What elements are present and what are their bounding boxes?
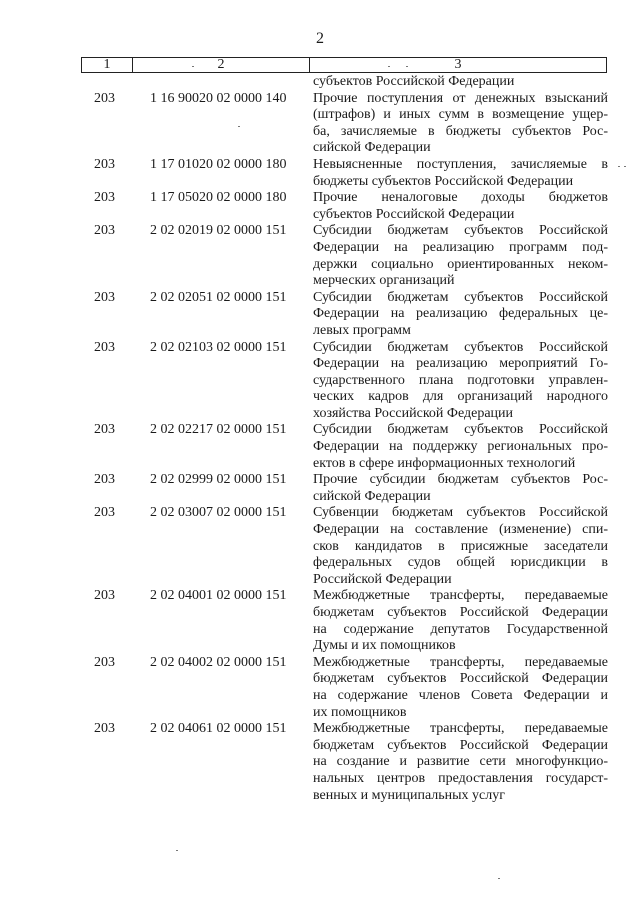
scan-speck bbox=[192, 66, 194, 67]
description-line: Межбюджетные трансферты, передаваемые bbox=[313, 654, 608, 670]
description-line: Федерации на реализацию программ под- bbox=[313, 239, 608, 255]
revenue-code: 2 02 02999 02 0000 151 bbox=[150, 472, 287, 488]
revenue-code: 1 16 90020 02 0000 140 bbox=[150, 90, 287, 106]
table-row bbox=[0, 190, 640, 223]
description-line: на создание и развитие сети многофункцио- bbox=[313, 754, 608, 770]
owner-code: 203 bbox=[94, 156, 115, 172]
revenue-description bbox=[313, 655, 608, 721]
description-line: венных и муниципальных услуг bbox=[313, 787, 505, 803]
page-number: 2 bbox=[316, 30, 324, 47]
revenue-description bbox=[313, 157, 608, 190]
description-line: на содержание членов Совета Федерации и bbox=[313, 687, 608, 703]
owner-code: 203 bbox=[94, 422, 115, 438]
scan-speck bbox=[388, 66, 390, 67]
revenue-code: 2 02 03007 02 0000 151 bbox=[150, 505, 287, 521]
description-line: бюджетам субъектов Российской Федерации bbox=[313, 671, 608, 687]
revenue-code: 2 02 02019 02 0000 151 bbox=[150, 223, 287, 239]
description-line: Прочие неналоговые доходы бюджетов bbox=[313, 190, 608, 206]
revenue-code: 2 02 02051 02 0000 151 bbox=[150, 289, 287, 305]
revenue-description bbox=[313, 91, 608, 157]
owner-code: 203 bbox=[94, 721, 115, 737]
description-line: Прочие поступления от денежных взысканий bbox=[313, 90, 608, 106]
description-line: Думы и их помощников bbox=[313, 638, 456, 654]
description-line: сийской Федерации bbox=[313, 140, 431, 156]
owner-code: 203 bbox=[94, 505, 115, 521]
description-line: Федерации на составление (изменение) спи- bbox=[313, 522, 608, 538]
table-row bbox=[0, 505, 640, 588]
table-row bbox=[0, 340, 640, 423]
owner-code: 203 bbox=[94, 654, 115, 670]
table-row bbox=[0, 422, 640, 472]
owner-code: 203 bbox=[94, 223, 115, 239]
revenue-description bbox=[313, 721, 608, 804]
description-line: бюджетам субъектов Российской Федерации bbox=[313, 737, 608, 753]
revenue-description bbox=[313, 588, 608, 654]
description-line: держки социально ориентированных неком- bbox=[313, 256, 608, 272]
description-line: (штрафов) и иных сумм в возмещение ущер- bbox=[313, 107, 608, 123]
revenue-code: 2 02 02217 02 0000 151 bbox=[150, 422, 287, 438]
description-line: на содержание депутатов Государственной bbox=[313, 621, 608, 637]
table-row bbox=[0, 157, 640, 190]
scan-speck bbox=[618, 166, 620, 167]
description-line: ектов в сфере информационных технологий bbox=[313, 455, 576, 471]
description-line: Российской Федерации bbox=[313, 571, 452, 587]
description-line: Субсидии бюджетам субъектов Российской bbox=[313, 223, 608, 239]
revenue-description bbox=[313, 340, 608, 423]
table-row bbox=[0, 721, 640, 804]
description-line: Межбюджетные трансферты, передаваемые bbox=[313, 588, 608, 604]
description-line: Невыясненные поступления, зачисляемые в bbox=[313, 156, 608, 172]
description-line: Межбюджетные трансферты, передаваемые bbox=[313, 721, 608, 737]
revenue-description bbox=[313, 190, 608, 223]
description-line: их помощников bbox=[313, 704, 407, 720]
owner-code: 203 bbox=[94, 472, 115, 488]
description-line: сударственного плана подготовки управлен- bbox=[313, 372, 608, 388]
revenue-code: 2 02 04001 02 0000 151 bbox=[150, 588, 287, 604]
revenue-description bbox=[313, 422, 608, 472]
revenue-description bbox=[313, 505, 608, 588]
description-line: нальных центров предоставления государст- bbox=[313, 770, 608, 786]
owner-code: 203 bbox=[94, 289, 115, 305]
description-line: Федерации на реализацию мероприятий Го- bbox=[313, 356, 608, 372]
revenue-description bbox=[313, 74, 608, 91]
table-row bbox=[0, 588, 640, 654]
scan-speck bbox=[624, 166, 626, 167]
revenue-code: 2 02 02103 02 0000 151 bbox=[150, 339, 287, 355]
scan-speck bbox=[176, 850, 178, 851]
owner-code: 203 bbox=[94, 588, 115, 604]
table-row bbox=[0, 91, 640, 157]
description-line: Прочие субсидии бюджетам субъектов Рос- bbox=[313, 472, 608, 488]
revenue-description bbox=[313, 223, 608, 289]
column-header-1: 1 bbox=[82, 58, 133, 72]
owner-code: 203 bbox=[94, 90, 115, 106]
revenue-code: 1 17 01020 02 0000 180 bbox=[150, 156, 287, 172]
owner-code: 203 bbox=[94, 190, 115, 206]
description-line: Субвенции бюджетам субъектов Российской bbox=[313, 505, 608, 521]
revenue-code: 2 02 04061 02 0000 151 bbox=[150, 721, 287, 737]
description-line: Субсидии бюджетам субъектов Российской bbox=[313, 339, 608, 355]
scan-speck bbox=[406, 66, 408, 67]
revenue-description bbox=[313, 472, 608, 505]
description-line: ба, зачисляемые в бюджеты субъектов Рос- bbox=[313, 123, 608, 139]
table-row bbox=[0, 290, 640, 340]
description-line: бюджеты субъектов Российской Федерации bbox=[313, 173, 574, 189]
description-line: мерческих организаций bbox=[313, 273, 455, 289]
owner-code: 203 bbox=[94, 339, 115, 355]
description-line: Субсидии бюджетам субъектов Российской bbox=[313, 289, 608, 305]
description-line: хозяйства Российской Федерации bbox=[313, 405, 514, 421]
scan-speck bbox=[238, 126, 240, 127]
description-line: федеральных судов общей юрисдикции в bbox=[313, 555, 608, 571]
table-row bbox=[0, 472, 640, 505]
description-line: Федерации на поддержку региональных про- bbox=[313, 439, 608, 455]
table-row bbox=[0, 223, 640, 289]
description-line: левых программ bbox=[313, 322, 411, 338]
description-line: сков кандидатов в присяжные заседатели bbox=[313, 538, 608, 554]
revenue-code: 1 17 05020 02 0000 180 bbox=[150, 190, 287, 206]
description-line: Субсидии бюджетам субъектов Российской bbox=[313, 422, 608, 438]
description-line: сийской Федерации bbox=[313, 488, 431, 504]
description-line: Федерации на реализацию федеральных це- bbox=[313, 306, 608, 322]
revenue-description bbox=[313, 290, 608, 340]
description-line: бюджетам субъектов Российской Федерации bbox=[313, 605, 608, 620]
description-line: субъектов Российской Федерации bbox=[313, 74, 515, 89]
revenue-code: 2 02 04002 02 0000 151 bbox=[150, 654, 287, 670]
description-line: субъектов Российской Федерации bbox=[313, 206, 515, 222]
budget-code-table bbox=[0, 74, 640, 804]
table-row bbox=[0, 655, 640, 721]
column-header-row bbox=[81, 57, 607, 73]
scan-speck bbox=[498, 878, 500, 879]
column-header-3: 3 bbox=[454, 57, 462, 72]
column-header-2: 2 bbox=[133, 58, 310, 72]
table-row bbox=[0, 74, 640, 91]
description-line: ческих кадров для организаций народного bbox=[313, 389, 608, 405]
